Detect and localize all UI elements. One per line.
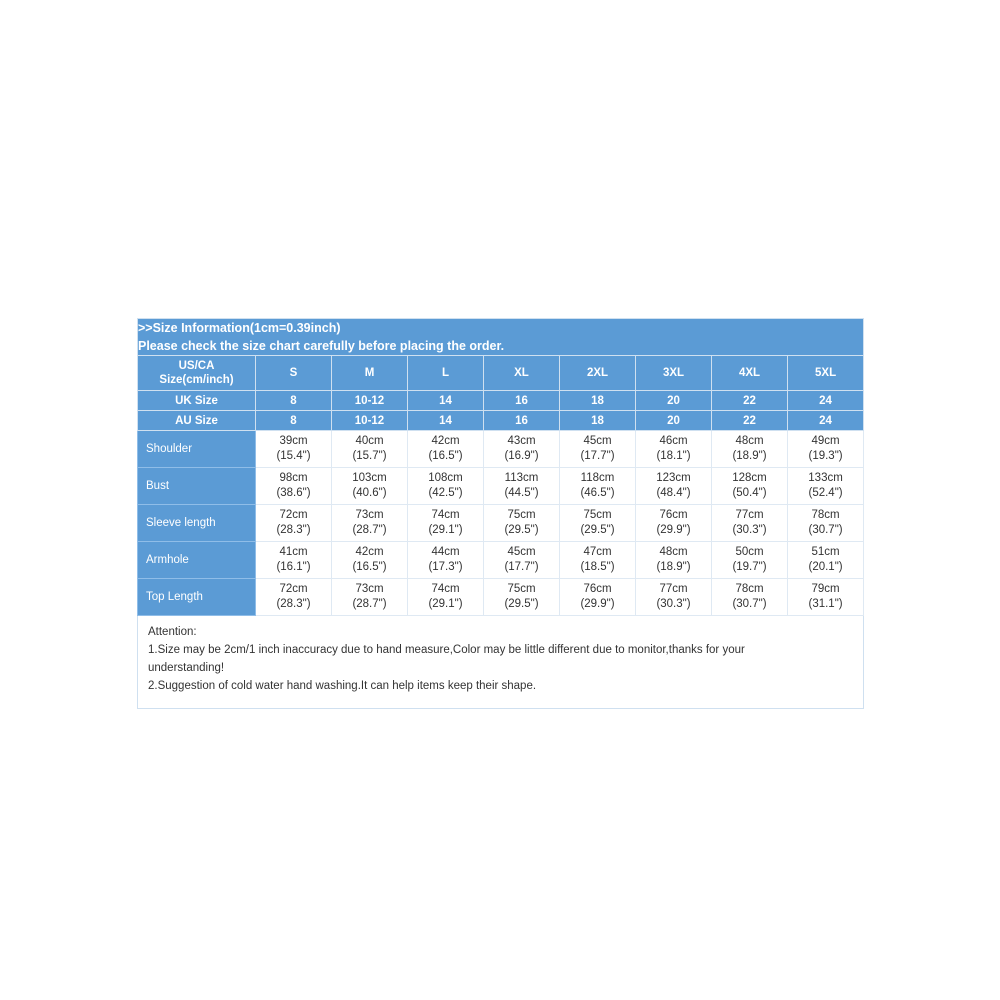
- uscs-label-sub: Size(cm/inch): [159, 374, 234, 387]
- measurement-cell: [332, 542, 408, 579]
- measurement-cell: [332, 579, 408, 616]
- value-cm: 74cm: [431, 509, 460, 522]
- value-cm: 77cm: [735, 509, 764, 522]
- measurement-cell: [788, 431, 864, 468]
- measurement-cell: [560, 579, 636, 616]
- size-cell: S: [256, 356, 332, 391]
- attention-block: [137, 616, 864, 708]
- measurement-cell: [408, 468, 484, 505]
- attention-title: Attention:: [148, 626, 197, 639]
- size-cell: XL: [484, 356, 560, 391]
- measurement-cell: [788, 505, 864, 542]
- measurement-cell: [332, 505, 408, 542]
- header-line-1: >>Size Information(1cm=0.39inch): [138, 321, 341, 335]
- measurement-cell: [484, 468, 560, 505]
- value-cm: 133cm: [808, 472, 843, 485]
- value-cm: 75cm: [507, 583, 536, 596]
- measurement-cell: [712, 542, 788, 579]
- measurement-label: Top Length: [138, 579, 256, 616]
- value-inch: (28.7"): [352, 524, 387, 537]
- value-inch: (15.7"): [352, 450, 387, 463]
- au-size-cell: 22: [712, 411, 788, 431]
- measurement-cell: [636, 431, 712, 468]
- value-inch: (18.5"): [580, 561, 615, 574]
- measurement-cell: [712, 579, 788, 616]
- value-inch: (15.4"): [276, 450, 311, 463]
- measurement-cell: [408, 542, 484, 579]
- value-cm: 76cm: [583, 583, 612, 596]
- measurement-cell: [408, 505, 484, 542]
- measurement-row: [138, 579, 864, 616]
- row-label-uscs: [138, 356, 256, 391]
- au-size-cell: 24: [788, 411, 864, 431]
- value-inch: (29.1"): [428, 598, 463, 611]
- measurement-cell: [560, 542, 636, 579]
- measurement-cell: [256, 579, 332, 616]
- value-inch: (48.4"): [656, 487, 691, 500]
- measurement-cell: [256, 542, 332, 579]
- au-size-cell: 14: [408, 411, 484, 431]
- attention-line-2: 2.Suggestion of cold water hand washing.It can help items keep their shape.: [148, 679, 537, 692]
- size-cell: 5XL: [788, 356, 864, 391]
- uk-size-cell: 20: [636, 391, 712, 411]
- measurement-cell: [636, 542, 712, 579]
- value-inch: (42.5"): [428, 487, 463, 500]
- measurement-cell: [256, 431, 332, 468]
- value-inch: (19.3"): [808, 450, 843, 463]
- value-inch: (17.7"): [580, 450, 615, 463]
- measurement-row: [138, 468, 864, 505]
- uk-size-cell: 18: [560, 391, 636, 411]
- value-cm: 123cm: [656, 472, 691, 485]
- value-inch: (16.9"): [504, 450, 539, 463]
- value-cm: 74cm: [431, 583, 460, 596]
- value-inch: (30.7"): [732, 598, 767, 611]
- measurement-cell: [484, 431, 560, 468]
- value-cm: 73cm: [355, 583, 384, 596]
- value-inch: (50.4"): [732, 487, 767, 500]
- value-cm: 79cm: [811, 583, 840, 596]
- value-cm: 78cm: [811, 509, 840, 522]
- value-cm: 72cm: [279, 509, 308, 522]
- value-cm: 118cm: [580, 472, 615, 485]
- value-cm: 49cm: [811, 435, 840, 448]
- value-inch: (29.5"): [504, 598, 539, 611]
- uk-size-cell: 8: [256, 391, 332, 411]
- header-line-2: Please check the size chart carefully before placing the order.: [138, 339, 505, 354]
- measurement-cell: [712, 468, 788, 505]
- measurement-cell: [256, 468, 332, 505]
- value-cm: 39cm: [279, 435, 308, 448]
- value-inch: (28.7"): [352, 598, 387, 611]
- value-inch: (16.5"): [428, 450, 463, 463]
- value-cm: 113cm: [504, 472, 539, 485]
- value-cm: 75cm: [507, 509, 536, 522]
- uscs-label-main: US/CA: [178, 359, 215, 372]
- row-label-uk: UK Size: [138, 391, 256, 411]
- value-inch: (18.1"): [656, 450, 691, 463]
- size-cell: 4XL: [712, 356, 788, 391]
- value-cm: 78cm: [735, 583, 764, 596]
- measurement-row: [138, 542, 864, 579]
- value-inch: (29.9"): [656, 524, 691, 537]
- chart-header-banner: [138, 319, 864, 356]
- measurement-label: Armhole: [138, 542, 256, 579]
- value-inch: (28.3"): [276, 524, 311, 537]
- uk-size-cell: 14: [408, 391, 484, 411]
- value-inch: (38.6"): [276, 487, 311, 500]
- value-cm: 48cm: [659, 546, 688, 559]
- size-cell: M: [332, 356, 408, 391]
- value-cm: 42cm: [355, 546, 384, 559]
- value-inch: (19.7"): [732, 561, 767, 574]
- value-cm: 50cm: [735, 546, 764, 559]
- measurement-cell: [788, 542, 864, 579]
- value-cm: 72cm: [279, 583, 308, 596]
- row-label-au: AU Size: [138, 411, 256, 431]
- measurement-cell: [636, 579, 712, 616]
- value-inch: (18.9"): [732, 450, 767, 463]
- size-chart: [137, 318, 864, 709]
- measurement-cell: [332, 468, 408, 505]
- value-inch: (29.5"): [504, 524, 539, 537]
- value-inch: (29.9"): [580, 598, 615, 611]
- attention-line-1: 1.Size may be 2cm/1 inch inaccuracy due to hand measure,Color may be little different due to monitor,thanks for your: [148, 644, 745, 657]
- measurement-cell: [788, 579, 864, 616]
- value-inch: (30.3"): [656, 598, 691, 611]
- uk-size-cell: 24: [788, 391, 864, 411]
- value-cm: 44cm: [431, 546, 460, 559]
- measurement-cell: [636, 505, 712, 542]
- measurement-label: Shoulder: [138, 431, 256, 468]
- measurement-row: [138, 431, 864, 468]
- value-inch: (16.5"): [352, 561, 387, 574]
- measurement-cell: [560, 468, 636, 505]
- uk-size-cell: 10-12: [332, 391, 408, 411]
- value-inch: (20.1"): [808, 561, 843, 574]
- uk-size-row: [138, 391, 864, 411]
- size-cell: 2XL: [560, 356, 636, 391]
- au-size-cell: 18: [560, 411, 636, 431]
- value-inch: (29.5"): [580, 524, 615, 537]
- value-cm: 75cm: [583, 509, 612, 522]
- value-inch: (16.1"): [276, 561, 311, 574]
- measurement-cell: [712, 505, 788, 542]
- measurement-cell: [408, 579, 484, 616]
- value-inch: (18.9"): [656, 561, 691, 574]
- value-cm: 108cm: [428, 472, 463, 485]
- measurement-label: Bust: [138, 468, 256, 505]
- measurement-cell: [712, 431, 788, 468]
- measurement-cell: [408, 431, 484, 468]
- measurement-cell: [560, 505, 636, 542]
- value-cm: 45cm: [583, 435, 612, 448]
- value-inch: (17.7"): [504, 561, 539, 574]
- value-cm: 42cm: [431, 435, 460, 448]
- value-cm: 48cm: [735, 435, 764, 448]
- size-cell: L: [408, 356, 484, 391]
- value-cm: 41cm: [279, 546, 308, 559]
- measurement-cell: [484, 542, 560, 579]
- value-inch: (52.4"): [808, 487, 843, 500]
- value-cm: 51cm: [811, 546, 840, 559]
- chart-header-text: [138, 319, 864, 356]
- measurement-cell: [484, 505, 560, 542]
- value-inch: (31.1"): [808, 598, 843, 611]
- measurement-cell: [560, 431, 636, 468]
- size-header-row: [138, 356, 864, 391]
- value-inch: (30.7"): [808, 524, 843, 537]
- au-size-cell: 20: [636, 411, 712, 431]
- size-cell: 3XL: [636, 356, 712, 391]
- uk-size-cell: 22: [712, 391, 788, 411]
- value-cm: 47cm: [583, 546, 612, 559]
- value-inch: (30.3"): [732, 524, 767, 537]
- measurement-label: Sleeve length: [138, 505, 256, 542]
- measurement-cell: [332, 431, 408, 468]
- measurement-cell: [636, 468, 712, 505]
- value-cm: 77cm: [659, 583, 688, 596]
- au-size-cell: 10-12: [332, 411, 408, 431]
- value-cm: 46cm: [659, 435, 688, 448]
- value-cm: 98cm: [279, 472, 308, 485]
- uk-size-cell: 16: [484, 391, 560, 411]
- measurement-cell: [256, 505, 332, 542]
- measurement-cell: [788, 468, 864, 505]
- value-cm: 128cm: [732, 472, 767, 485]
- value-inch: (28.3"): [276, 598, 311, 611]
- value-cm: 76cm: [659, 509, 688, 522]
- au-size-cell: 16: [484, 411, 560, 431]
- measurement-cell: [484, 579, 560, 616]
- value-cm: 40cm: [355, 435, 384, 448]
- value-inch: (17.3"): [428, 561, 463, 574]
- value-cm: 45cm: [507, 546, 536, 559]
- value-inch: (46.5"): [580, 487, 615, 500]
- value-inch: (29.1"): [428, 524, 463, 537]
- au-size-row: [138, 411, 864, 431]
- value-cm: 103cm: [352, 472, 387, 485]
- measurement-row: [138, 505, 864, 542]
- value-inch: (44.5"): [504, 487, 539, 500]
- value-inch: (40.6"): [352, 487, 387, 500]
- attention-line-1b: understanding!: [148, 661, 225, 674]
- size-chart-table: [137, 318, 864, 616]
- value-cm: 73cm: [355, 509, 384, 522]
- value-cm: 43cm: [507, 435, 536, 448]
- au-size-cell: 8: [256, 411, 332, 431]
